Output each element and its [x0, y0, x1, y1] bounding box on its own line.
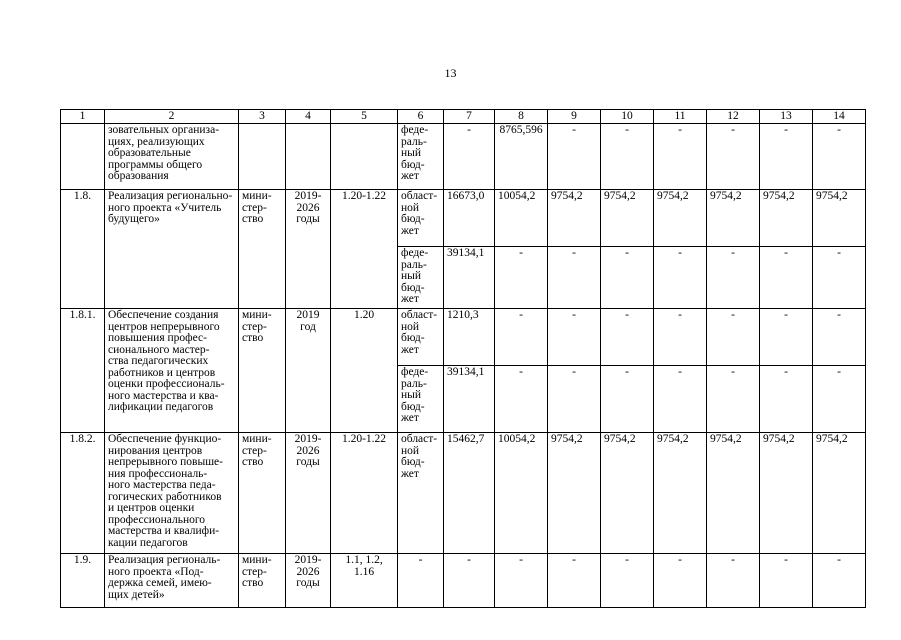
budget-table — [60, 109, 866, 608]
value-cell: 1210,3 — [444, 309, 495, 366]
value-cell: 39134,1 — [444, 247, 495, 309]
executor: мини- стер- ство — [239, 433, 286, 554]
period — [286, 124, 331, 190]
value-cell: 15462,7 — [444, 433, 495, 554]
value-cell: - — [548, 247, 601, 309]
value-cell: - — [495, 366, 548, 433]
table-row — [61, 124, 866, 190]
value-cell: - — [548, 366, 601, 433]
measure-name: Обеспечение создания центров непрерывного повышения профес- сионального мастер- ства педагогических работников и центров оценки профессиональ- ного мастерства и ква- лификации педагогов — [105, 309, 239, 433]
row-number: 1.8.1. — [61, 309, 105, 433]
period: 2019 год — [286, 309, 331, 433]
value-cell: - — [601, 247, 654, 309]
value-cell: - — [654, 309, 707, 366]
funding-source: област- ной бюд- жет — [398, 190, 444, 247]
value-cell: - — [495, 309, 548, 366]
value-cell: - — [548, 124, 601, 190]
header-row — [61, 110, 866, 124]
value-cell: - — [601, 366, 654, 433]
funding-source: област- ной бюд- жет — [398, 309, 444, 366]
header-cell: 3 — [239, 110, 286, 124]
page-number: 13 — [444, 66, 457, 80]
value-cell: - — [813, 366, 866, 433]
value-cell: 9754,2 — [548, 190, 601, 247]
value-cell: - — [813, 309, 866, 366]
header-cell: 1 — [61, 110, 105, 124]
value-cell: 16673,0 — [444, 190, 495, 247]
value-cell: - — [654, 366, 707, 433]
indicators: 1.20-1.22 — [331, 433, 398, 554]
value-cell: - — [707, 124, 760, 190]
value-cell: 9754,2 — [813, 433, 866, 554]
value-cell: - — [548, 554, 601, 608]
executor: мини- стер- ство — [239, 554, 286, 608]
row-number: 1.8.2. — [61, 433, 105, 554]
value-cell: 39134,1 — [444, 366, 495, 433]
value-cell: - — [654, 247, 707, 309]
row-number: 1.9. — [61, 554, 105, 608]
value-cell: - — [707, 309, 760, 366]
value-cell: 9754,2 — [707, 190, 760, 247]
value-cell: - — [654, 124, 707, 190]
value-cell: - — [444, 554, 495, 608]
indicators: 1.20-1.22 — [331, 190, 398, 309]
value-cell: - — [601, 554, 654, 608]
header-cell: 6 — [398, 110, 444, 124]
header-cell: 4 — [286, 110, 331, 124]
period: 2019- 2026 годы — [286, 554, 331, 608]
measure-name: Обеспечение функцио- нирования центров непрерывного повыше- ния профессиональ- ного мастерства педа- гогических работников и центров оценки профессионального мастерства и квалифи- кации педагогов — [105, 433, 239, 554]
funding-source: феде- раль- ный бюд- жет — [398, 124, 444, 190]
value-cell: - — [760, 366, 813, 433]
value-cell: - — [601, 309, 654, 366]
table-row — [61, 309, 866, 366]
value-cell: - — [548, 309, 601, 366]
executor: мини- стер- ство — [239, 309, 286, 433]
measure-name: Реализация региональ- ного проекта «Под- держка семей, имею- щих детей» — [105, 554, 239, 608]
value-cell: - — [760, 247, 813, 309]
header-cell: 7 — [444, 110, 495, 124]
value-cell: - — [495, 554, 548, 608]
table-row — [61, 190, 866, 247]
indicators: 1.20 — [331, 309, 398, 433]
table-row — [61, 554, 866, 608]
period: 2019- 2026 годы — [286, 190, 331, 309]
measure-name: Реализация регионально- ного проекта «Учитель будущего» — [105, 190, 239, 309]
value-cell: 9754,2 — [760, 190, 813, 247]
funding-source: - — [398, 554, 444, 608]
value-cell: 9754,2 — [548, 433, 601, 554]
funding-source: феде- раль- ный бюд- жет — [398, 366, 444, 433]
value-cell: - — [654, 554, 707, 608]
value-cell: 9754,2 — [654, 433, 707, 554]
value-cell: - — [813, 247, 866, 309]
value-cell: - — [813, 554, 866, 608]
value-cell: - — [707, 247, 760, 309]
value-cell: 9754,2 — [760, 433, 813, 554]
value-cell: 8765,596 — [495, 124, 548, 190]
value-cell: - — [444, 124, 495, 190]
header-cell: 11 — [654, 110, 707, 124]
value-cell: 9754,2 — [601, 190, 654, 247]
value-cell: - — [813, 124, 866, 190]
header-cell: 9 — [548, 110, 601, 124]
header-cell: 12 — [707, 110, 760, 124]
funding-source: област- ной бюд- жет — [398, 433, 444, 554]
row-number — [61, 124, 105, 190]
table-row — [61, 433, 866, 554]
executor — [239, 124, 286, 190]
header-cell: 13 — [760, 110, 813, 124]
header-cell: 2 — [105, 110, 239, 124]
header-cell: 14 — [813, 110, 866, 124]
value-cell: 10054,2 — [495, 190, 548, 247]
header-cell: 10 — [601, 110, 654, 124]
row-number: 1.8. — [61, 190, 105, 309]
value-cell: 9754,2 — [813, 190, 866, 247]
value-cell: - — [760, 554, 813, 608]
value-cell: - — [707, 554, 760, 608]
value-cell: - — [760, 124, 813, 190]
value-cell: - — [601, 124, 654, 190]
value-cell: 9754,2 — [601, 433, 654, 554]
value-cell: - — [495, 247, 548, 309]
header-cell: 5 — [331, 110, 398, 124]
executor: мини- стер- ство — [239, 190, 286, 309]
value-cell: - — [760, 309, 813, 366]
indicators: 1.1, 1.2, 1.16 — [331, 554, 398, 608]
header-cell: 8 — [495, 110, 548, 124]
value-cell: 9754,2 — [707, 433, 760, 554]
indicators — [331, 124, 398, 190]
measure-name: зовательных организа- циях, реализующих образовательные программы общего образования — [105, 124, 239, 190]
funding-source: феде- раль- ный бюд- жет — [398, 247, 444, 309]
value-cell: 10054,2 — [495, 433, 548, 554]
value-cell: 9754,2 — [654, 190, 707, 247]
period: 2019- 2026 годы — [286, 433, 331, 554]
value-cell: - — [707, 366, 760, 433]
